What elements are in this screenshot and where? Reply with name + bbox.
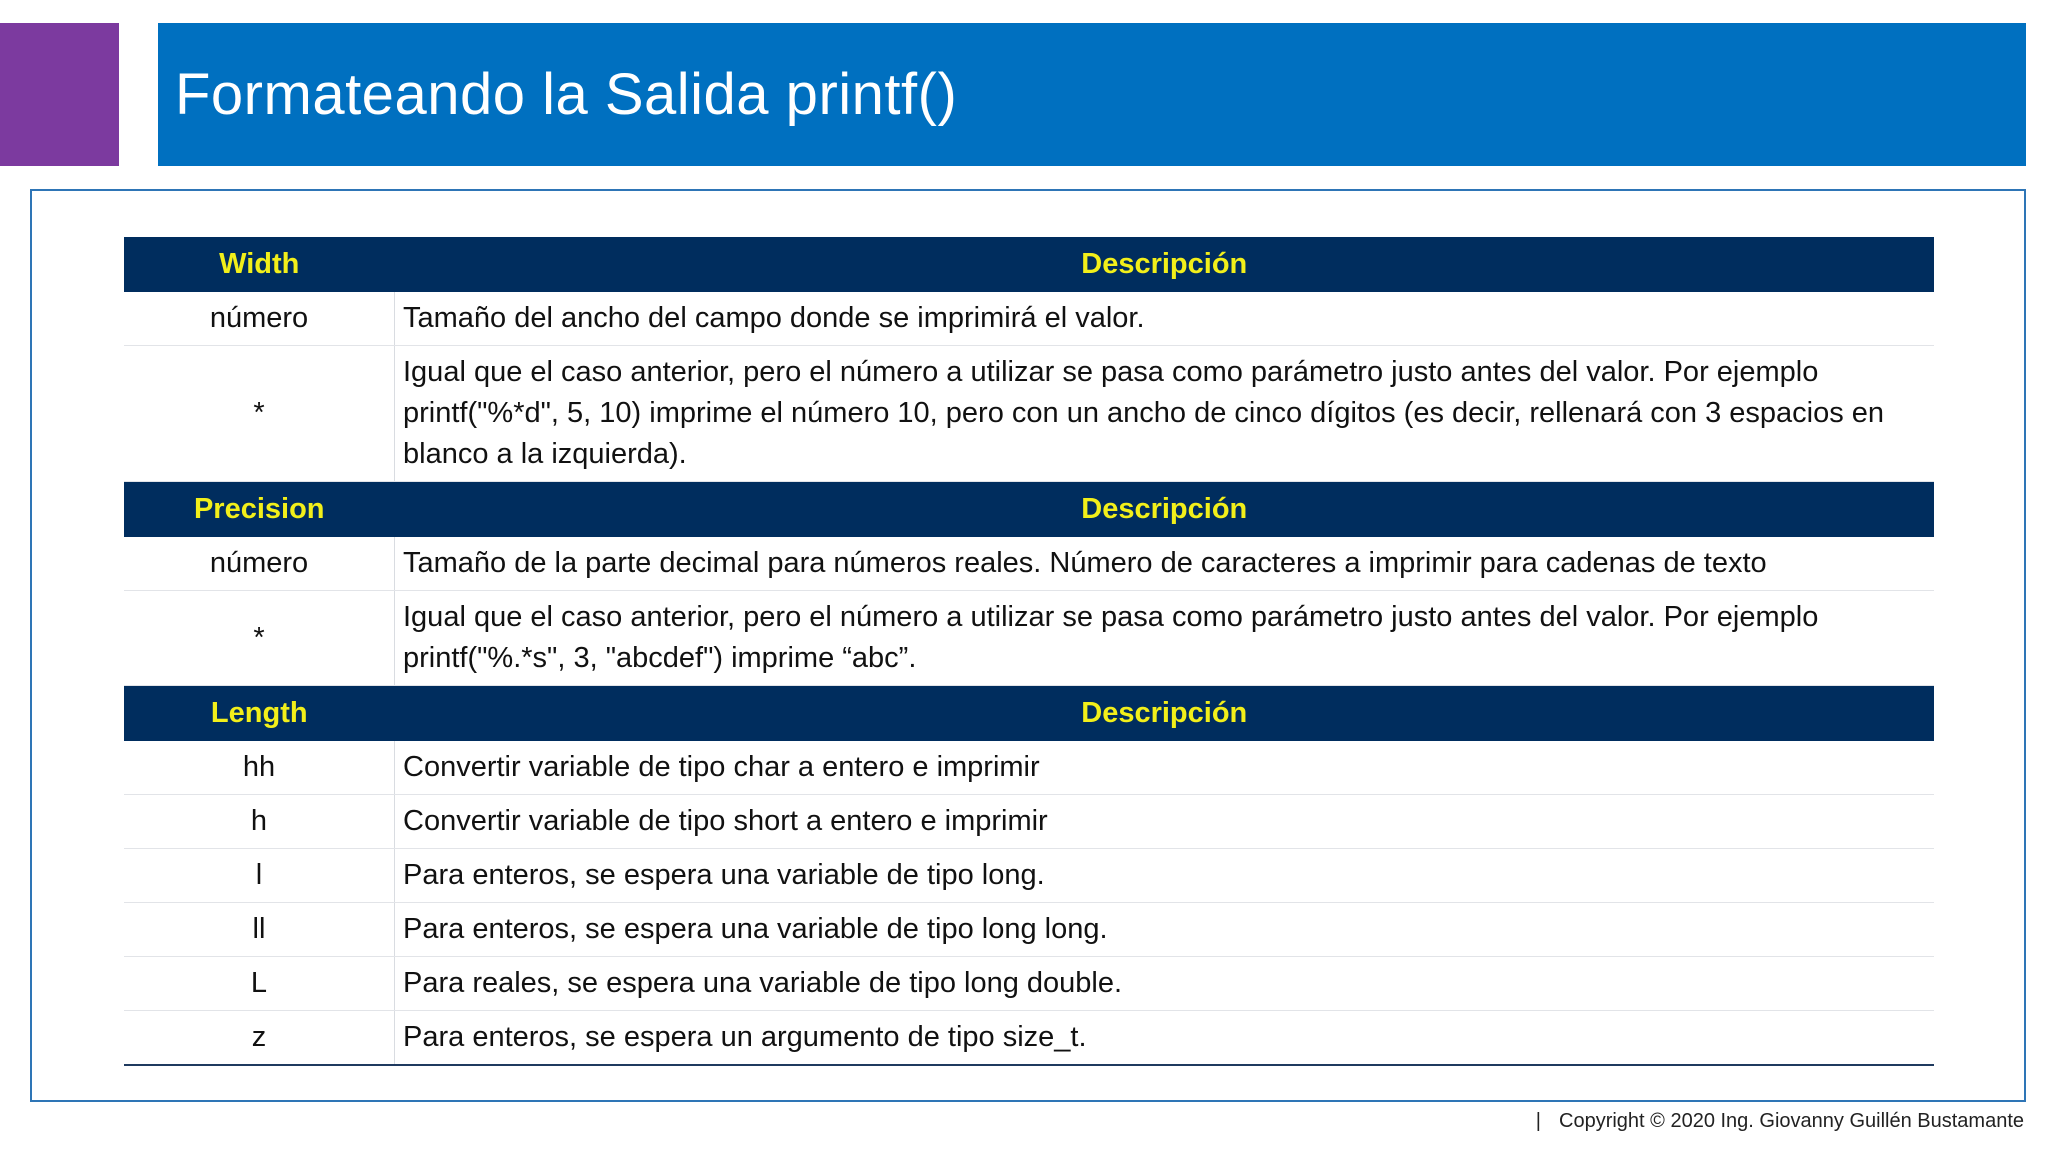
row-description: Para reales, se espera una variable de tipo long double.	[395, 957, 1935, 1011]
row-key: número	[124, 537, 395, 591]
table-row	[124, 591, 1934, 686]
table-header-row	[124, 237, 1934, 292]
row-key: L	[124, 957, 395, 1011]
width-header: Width	[124, 237, 395, 292]
printf-format-table	[124, 237, 1934, 1066]
table-row	[124, 537, 1934, 591]
table-row	[124, 1011, 1934, 1066]
description-header: Descripción	[395, 237, 1935, 292]
row-description: Igual que el caso anterior, pero el número a utilizar se pasa como parámetro justo antes del valor. Por ejemplo printf("%*d", 5, 10) imprime el número 10, pero con un ancho de cinco dígitos (es decir, rellenará con 3 espacios en blanco a la izquierda).	[395, 346, 1935, 482]
row-key: h	[124, 795, 395, 849]
table-row	[124, 957, 1934, 1011]
length-header: Length	[124, 686, 395, 742]
content-frame	[30, 189, 2026, 1102]
table-row	[124, 292, 1934, 346]
row-key: z	[124, 1011, 395, 1066]
slide-title: Formateando la Salida printf()	[175, 62, 958, 127]
row-description: Para enteros, se espera una variable de tipo long long.	[395, 903, 1935, 957]
accent-square	[0, 23, 119, 166]
table-row	[124, 346, 1934, 482]
table-row	[124, 849, 1934, 903]
row-description: Convertir variable de tipo short a entero e imprimir	[395, 795, 1935, 849]
row-description: Tamaño de la parte decimal para números reales. Número de caracteres a imprimir para cadenas de texto	[395, 537, 1935, 591]
precision-header: Precision	[124, 482, 395, 538]
description-header: Descripción	[395, 482, 1935, 538]
title-bar	[158, 23, 2026, 166]
row-key: *	[124, 591, 395, 686]
description-header: Descripción	[395, 686, 1935, 742]
table-row	[124, 741, 1934, 795]
row-description: Tamaño del ancho del campo donde se imprimirá el valor.	[395, 292, 1935, 346]
copyright-footer	[1536, 1110, 2024, 1133]
row-description: Para enteros, se espera una variable de tipo long.	[395, 849, 1935, 903]
table-row	[124, 795, 1934, 849]
table-row	[124, 903, 1934, 957]
row-key: l	[124, 849, 395, 903]
row-description: Para enteros, se espera un argumento de tipo size_t.	[395, 1011, 1935, 1066]
table-header-row	[124, 686, 1934, 742]
footer-separator: |	[1535, 1110, 1541, 1132]
table-header-row	[124, 482, 1934, 538]
row-key: número	[124, 292, 395, 346]
row-key: hh	[124, 741, 395, 795]
row-description: Igual que el caso anterior, pero el número a utilizar se pasa como parámetro justo antes del valor. Por ejemplo printf("%.*s", 3, "abcdef") imprime “abc”.	[395, 591, 1935, 686]
row-description: Convertir variable de tipo char a entero e imprimir	[395, 741, 1935, 795]
row-key: ll	[124, 903, 395, 957]
copyright-text: Copyright © 2020 Ing. Giovanny Guillén Bustamante	[1559, 1110, 2024, 1132]
row-key: *	[124, 346, 395, 482]
